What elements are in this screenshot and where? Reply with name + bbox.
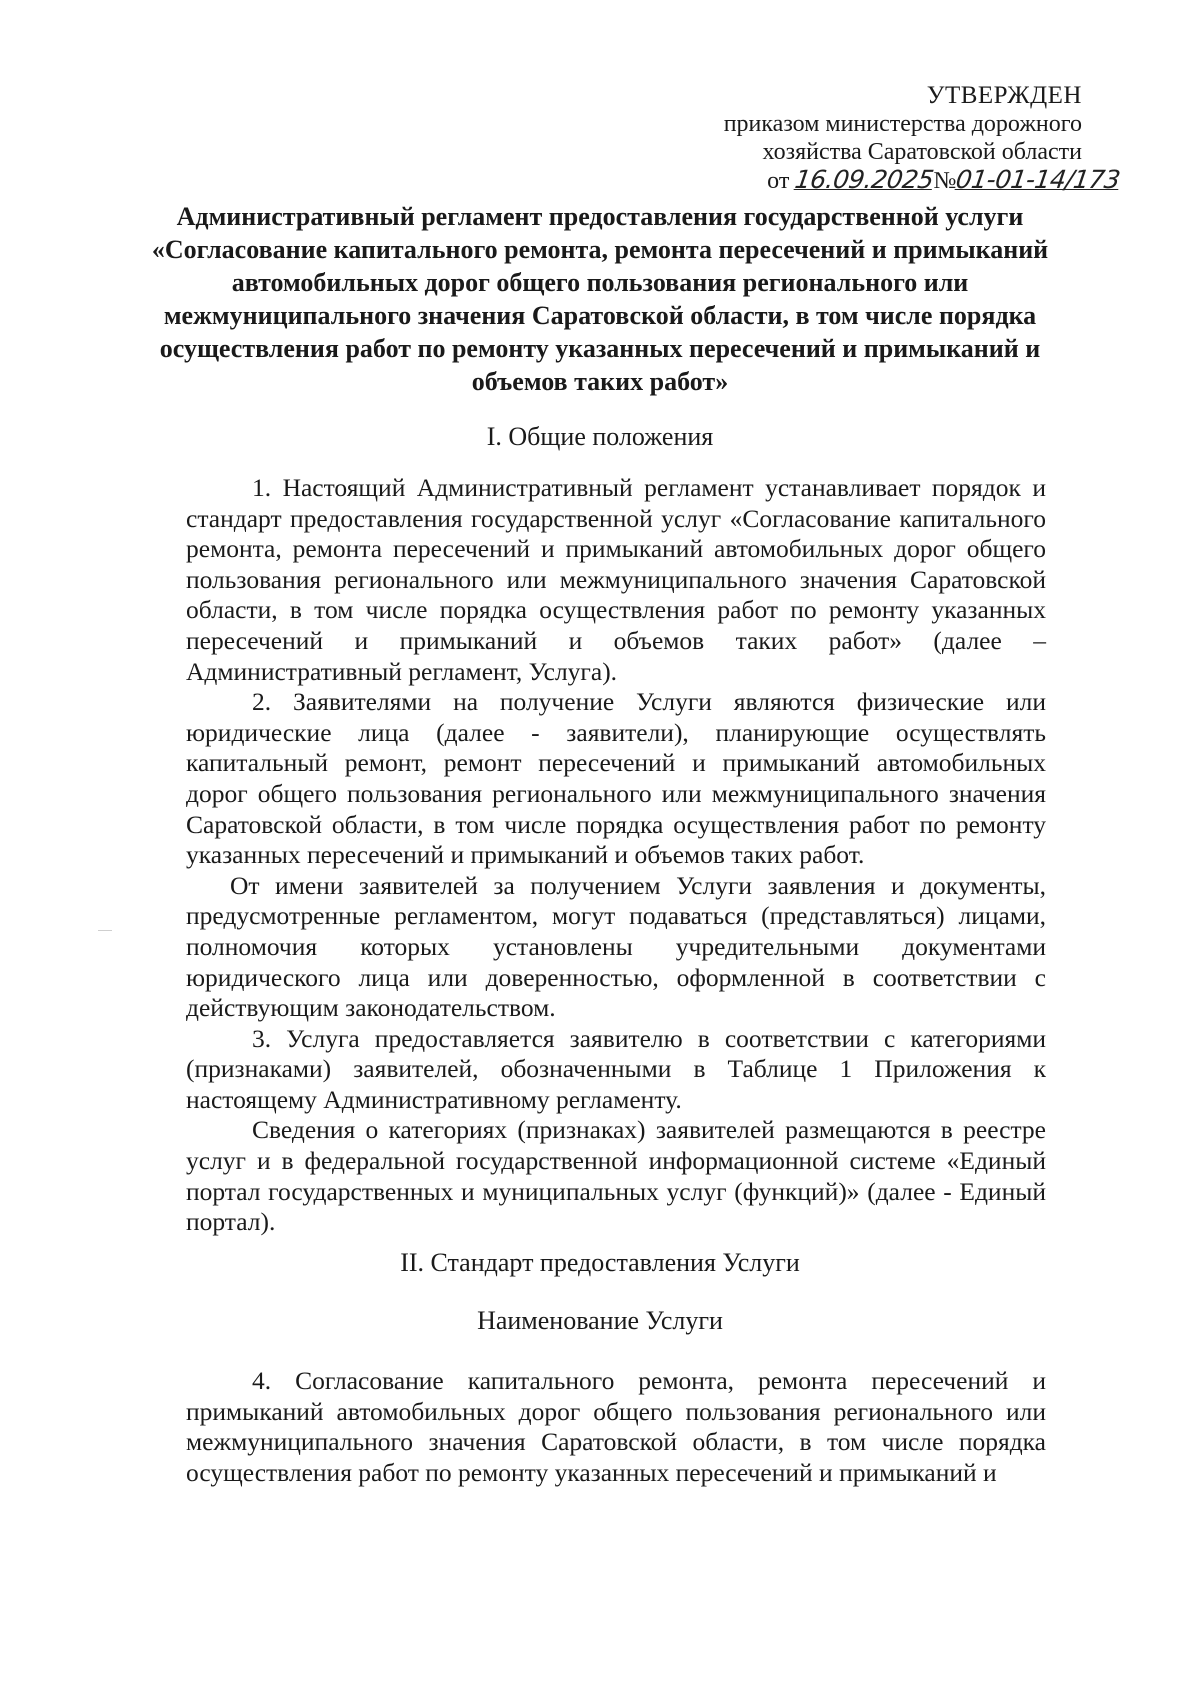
paragraph-2-continued: От имени заявителей за получением Услуги заявления и документы, предусмотренные регламентом, могут подаваться (представляться) лицами, полномочия которых установлены учредительными документами юридического лица или доверенностью, оформленной в соответствии с действующим законодательством. (186, 870, 1046, 1023)
approval-stamp-block (660, 82, 1123, 195)
document-title (150, 200, 1050, 398)
title-line-2: «Согласование капитального ремонта, ремонта пересечений и примыканий (151, 235, 1049, 264)
paragraph-4: 4. Согласование капитального ремонта, ремонта пересечений и примыканий автомобильных дорог общего пользования регионального или межмуниципального значения Саратовской области, в том числе порядка осуществления работ по ремонту указанных пересечений и примыканий и (186, 1366, 1046, 1487)
title-line-1: Административный регламент предоставления государственной услуги (176, 202, 1024, 231)
approved-label: УТВЕРЖДЕН (926, 82, 1082, 109)
section-2-heading: II. Стандарт предоставления Услуги (400, 1248, 800, 1277)
paragraph-2: 2. Заявителями на получение Услуги являются физические или юридические лица (далее - заявители), планирующие осуществлять капитальный ремонт, ремонт пересечений и примыканий автомобильных дорог общего пользования регионального или межмуниципального значения Саратовской области, в том числе порядка осуществления работ по ремонту указанных пересечений и примыканий и объемов таких работ. (186, 687, 1046, 870)
section-1-body (186, 473, 1046, 1238)
title-line-3: автомобильных дорог общего пользования регионального или (231, 268, 969, 297)
number-sign: № (933, 168, 957, 194)
handwritten-order-number: 01-01-14/173 (954, 165, 1123, 194)
section-2-subheading: Наименование Услуги (477, 1306, 723, 1335)
paragraph-3-continued: Сведения о категориях (признаках) заявителей размещаются в реестре услуг и в федеральной государственной информационной системе «Единый портал государственных и муниципальных услуг (функций)» (далее - Единый портал). (186, 1115, 1046, 1237)
handwritten-date: 16.09.2025 (793, 165, 936, 194)
approval-order-line-2: хозяйства Саратовской области (762, 139, 1082, 165)
title-line-6: объемов таких работ» (471, 367, 729, 396)
section-1-heading: I. Общие положения (486, 422, 714, 451)
paragraph-1: 1. Настоящий Административный регламент устанавливает порядок и стандарт предоставления государственной услуг «Согласование капитального ремонта, ремонта пересечений и примыканий автомобильных дорог общего пользования регионального или межмуниципального значения Саратовской области, в том числе порядка осуществления работ по ремонту указанных пересечений и примыканий и объемов таких работ» (далее – Административный регламент, Услуга). (186, 473, 1046, 686)
paragraph-3: 3. Услуга предоставляется заявителю в соответствии с категориями (признаками) заявителей, обозначенными в Таблице 1 Приложения к настоящему Административному регламенту. (186, 1023, 1046, 1114)
title-line-5: осуществления работ по ремонту указанных пересечений и примыканий и (159, 334, 1041, 363)
section-2-body (186, 1366, 1046, 1488)
title-line-4: межмуниципального значения Саратовской области, в том числе порядка (163, 301, 1037, 330)
date-prefix: от (767, 168, 790, 194)
scan-artifact-mark (98, 930, 112, 931)
approval-order-line-1: приказом министерства дорожного (723, 111, 1082, 137)
approval-date-number-line (660, 165, 1123, 195)
